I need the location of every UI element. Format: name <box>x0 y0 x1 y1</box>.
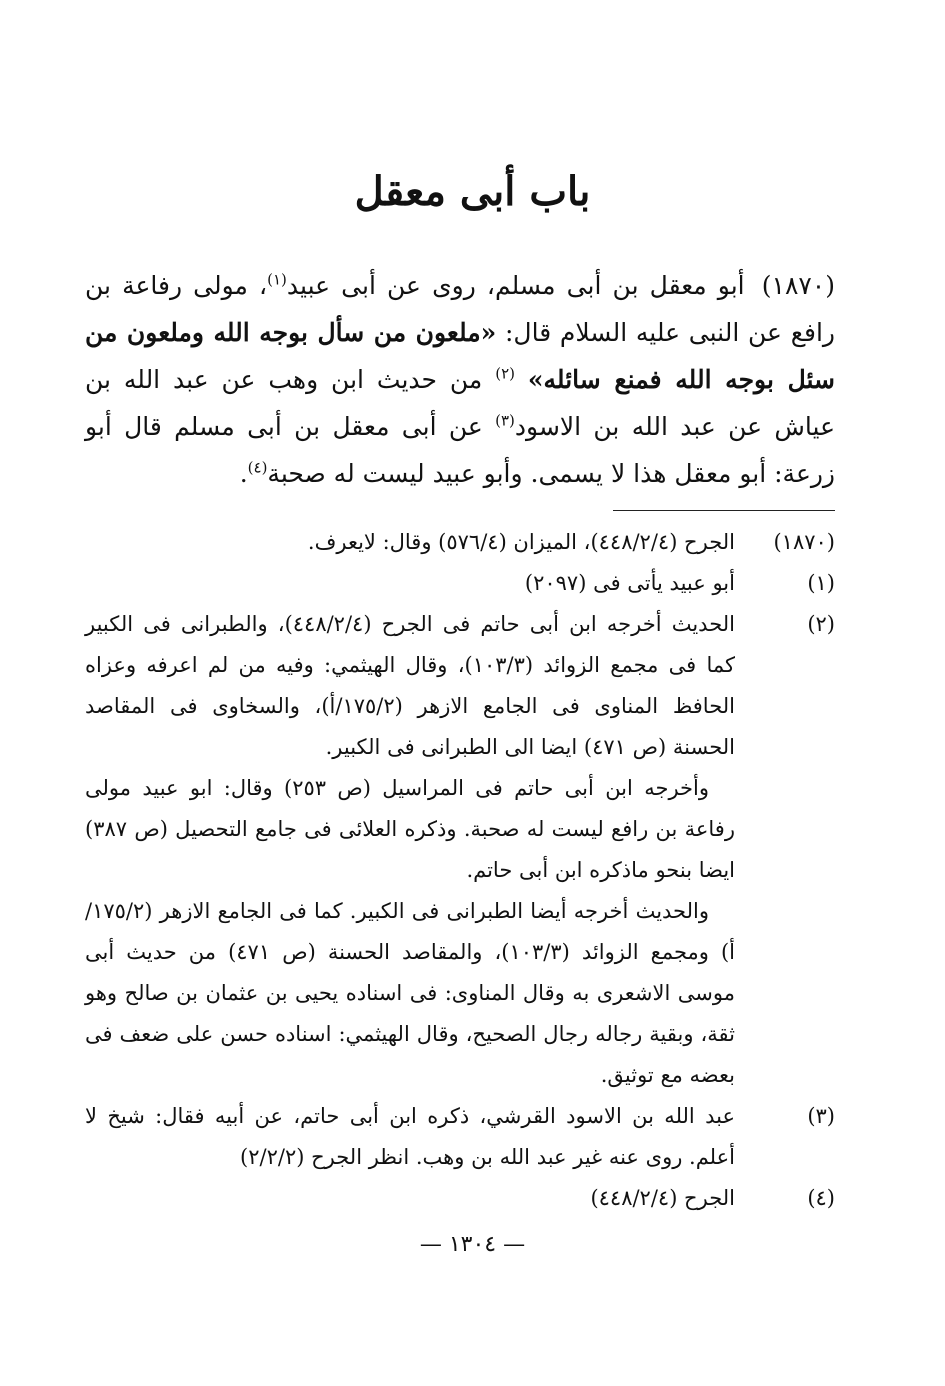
footnote-body <box>85 1096 735 1178</box>
footnote-ref-1: (١) <box>267 270 287 289</box>
footnote-paragraph: الجرح (٤٤٨/٢/٤)، الميزان (٥٧٦/٤) وقال: لايعرف. <box>307 530 735 554</box>
footnote-paragraph: أبو عبيد يأتى فى (٢٠٩٧) <box>524 571 735 595</box>
footnote-divider <box>613 510 835 511</box>
footnotes-section <box>85 522 835 1219</box>
footnote-body <box>85 604 735 1096</box>
page-number: — ١٣٠٤ — <box>419 1232 526 1257</box>
footnote-ref-3: (٣) <box>495 411 515 430</box>
footnote-paragraph: عبد الله بن الاسود القرشي، ذكره ابن أبى حاتم، عن أبيه فقال: شيخ لا أعلم. روى عنه غير عبد الله بن وهب. انظر الجرح (٢/٢/٢) <box>85 1104 735 1169</box>
footnote-paragraph: والحديث أخرجه أيضا الطبرانى فى الكبير. كما فى الجامع الازهر (١٧٥/٢/أ) ومجمع الزوائد (١٠٣/٣)، والمقاصد الحسنة (ص ٤٧١) من حديث أبى موسى الاشعرى به وقال المناوى: فى اسناده يحيى بن عثمان بن صالح وهو ثقة، وبقية رجاله رجال الصحيح، وقال الهيثمي: اسناده حسن على ضعف فى بعضه مع توثيق. <box>85 899 735 1087</box>
entry-text-4: عن أبى معقل بن أبى مسلم قال أبو زرعة: أبو معقل هذا لا يسمى. وأبو عبيد ليست له صحبة <box>85 412 835 488</box>
footnote-paragraph: وأخرجه ابن أبى حاتم فى المراسيل (ص ٢٥٣) وقال: ابو عبيد مولى رفاعة بن رافع ليست له صحبة. وذكره العلائى فى جامع التحصيل (ص ٣٨٧) ايضا بنحو ماذكره ابن أبى حاتم. <box>85 776 735 882</box>
entry-text-2: ، مولى رفاعة بن رافع عن النبى عليه السلام قال: <box>85 271 835 347</box>
biography-entry <box>85 262 835 497</box>
footnote-number: (٢) <box>807 612 835 636</box>
entry-text-3: من حديث ابن وهب عن عبد الله بن عياش عن عبد الله بن الاسود <box>85 365 836 441</box>
footnote-number: (٤) <box>807 1186 835 1210</box>
footnote-number: (١) <box>807 571 835 595</box>
hadith-quote: «ملعون من سأل بوجه الله وملعون من سئل بوجه الله فمنع سائله» <box>85 318 835 394</box>
footnote <box>85 1178 835 1219</box>
entry-text-5: . <box>239 459 248 488</box>
footnote-ref-2: (٢) <box>495 364 515 383</box>
footnote-number: (٣) <box>807 1104 835 1128</box>
entry-text-1: أبو معقل بن أبى مسلم، روى عن أبى عبيد <box>286 271 745 300</box>
footnote-number: (١٨٧٠) <box>773 530 835 554</box>
footnote-paragraph: الجرح (٤٤٨/٢/٤) <box>590 1186 735 1210</box>
chapter-title: باب أبى معقل <box>354 168 591 215</box>
footnote-body <box>85 522 735 563</box>
footnote-paragraph: الحديث أخرجه ابن أبى حاتم فى الجرح (٤٤٨/٢/٤)، والطبرانى فى الكبير كما فى مجمع الزوائد (١٠٣/٣)، وقال الهيثمي: وفيه من لم اعرفه وعزاه الحافظ المناوى فى الجامع الازهر (١٧٥/٢/أ)، والسخاوى فى المقاصد الحسنة (ص ٤٧١) ايضا الى الطبرانى فى الكبير. <box>85 612 735 759</box>
footnote <box>85 563 835 604</box>
footnote-body <box>85 563 735 604</box>
footnote <box>85 604 835 1096</box>
entry-number: (١٨٧٠) <box>761 271 835 300</box>
footnote <box>85 522 835 563</box>
footnote-ref-4: (٤) <box>247 458 268 477</box>
footnote <box>85 1096 835 1178</box>
footnote-body <box>85 1178 735 1219</box>
